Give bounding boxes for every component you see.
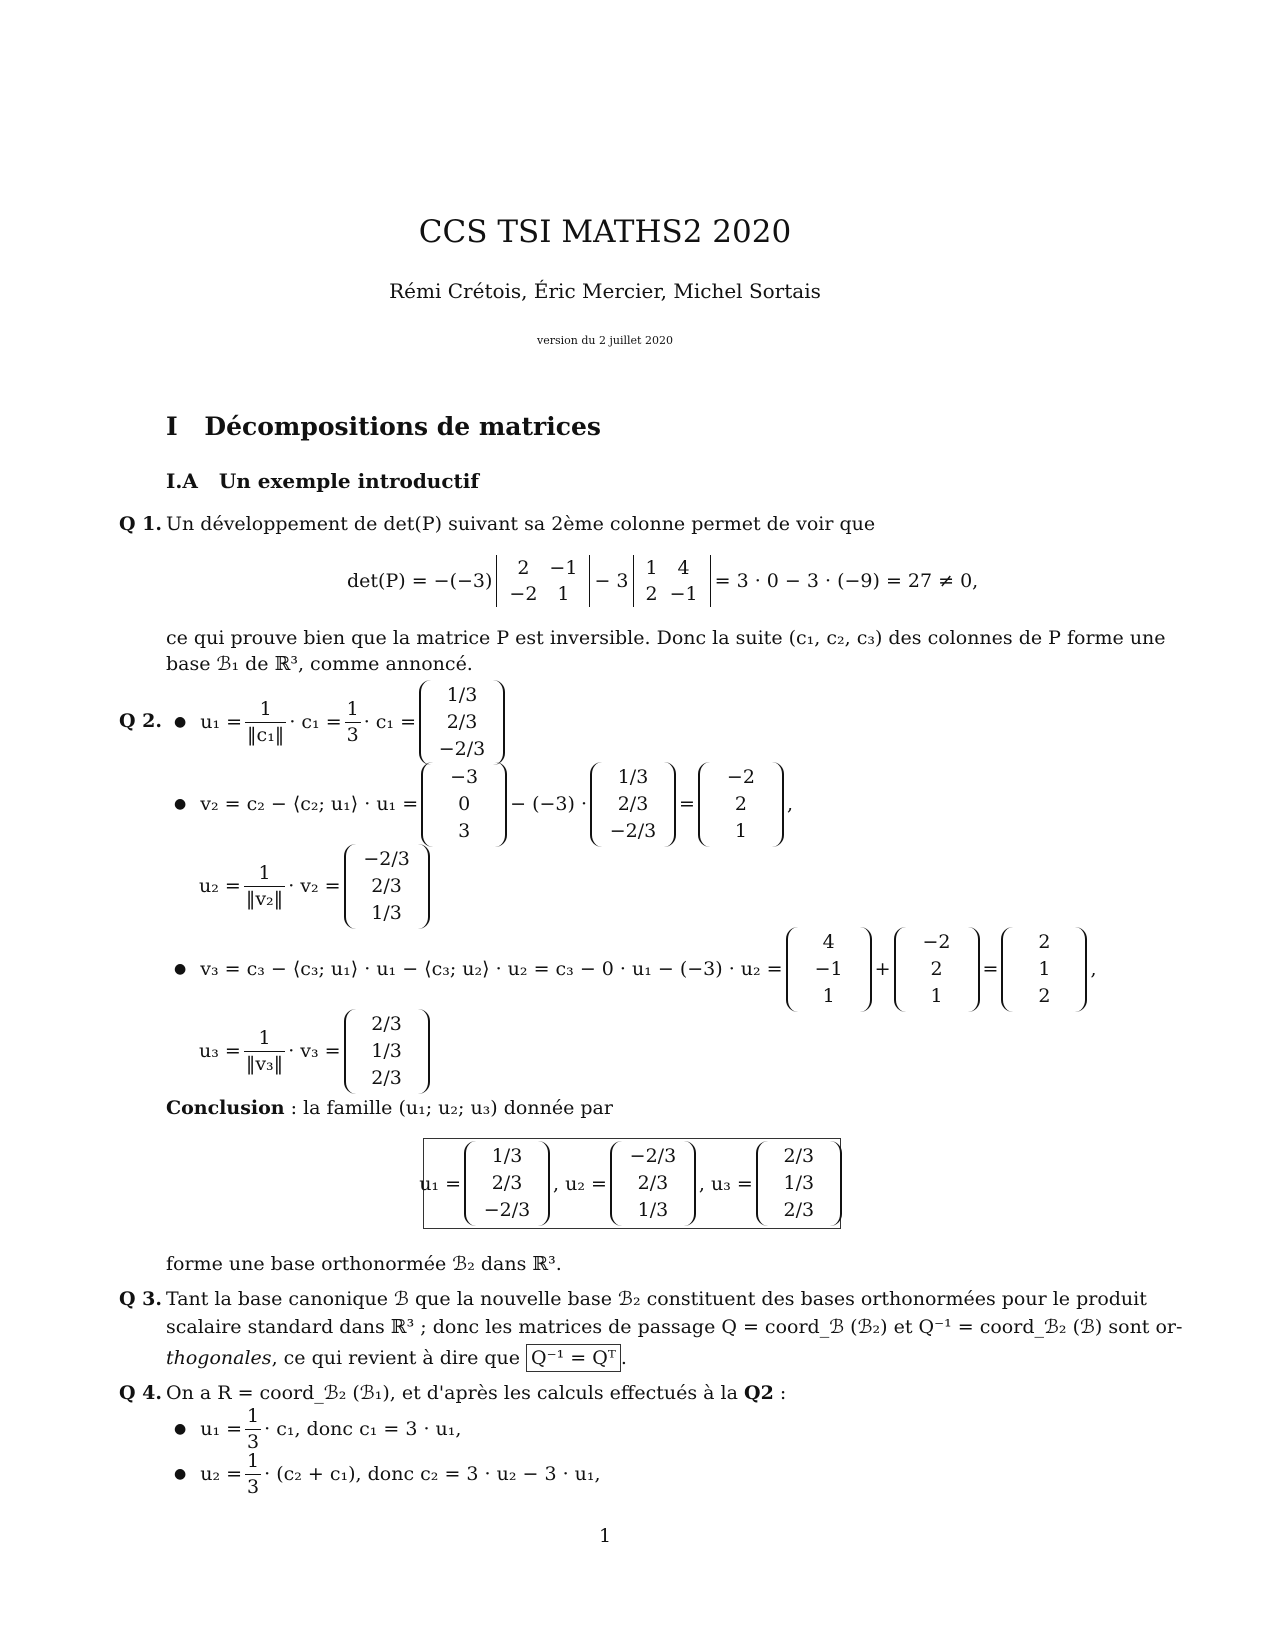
vector-entry: 4 [822, 930, 835, 953]
vector-entry: −2/3 [363, 847, 410, 870]
vector-entry: 2/3 [371, 874, 402, 897]
vector-entry: 1/3 [617, 765, 649, 788]
q2-u1-line [174, 683, 508, 761]
q1-det-matrix-2 [633, 555, 711, 607]
q4-bullet-1 [174, 1404, 461, 1454]
bullet-icon: ● [174, 961, 187, 977]
vector-entry: 2 [1038, 930, 1051, 953]
q3-line-3-text: , ce qui revient à dire que [271, 1347, 520, 1369]
q2-final: forme une base orthonormée ℬ₂ dans ℝ³. [166, 1253, 562, 1275]
fraction [245, 697, 286, 748]
u1-mid: · c₁ = [289, 711, 342, 733]
v3-lhs: v₃ = c₃ − ⟨c₃; u₁⟩ · u₁ − ⟨c₃; u₂⟩ · u₂ = c₃ − 0 · u₁ − (−3) · u₂ = [200, 958, 783, 980]
q1-line-3: base ℬ₁ de ℝ³, comme annoncé. [166, 653, 473, 675]
vector-entry: 1 [822, 984, 835, 1007]
det-cell: 2 [645, 583, 658, 605]
u1-vector [419, 680, 505, 765]
vector-entry: −2 [726, 765, 755, 788]
vector-entry: 2 [734, 792, 747, 815]
equals: = [679, 793, 695, 815]
vector [786, 927, 872, 1012]
q3-boxed-result: Q⁻¹ = Qᵀ [526, 1344, 621, 1372]
vector-entry: 1/3 [783, 1172, 815, 1194]
fraction-numerator: 1 [244, 861, 285, 887]
v2-lhs: v₂ = c₂ − ⟨c₂; u₁⟩ · u₁ = [200, 793, 419, 815]
subsection-heading [166, 469, 479, 493]
q4-label: Q 4. [119, 1382, 163, 1404]
vector-entry: 2 [930, 957, 943, 980]
vector-entry: 2/3 [491, 1172, 523, 1194]
v2-op: − (−3) · [510, 793, 588, 815]
q4-ref: Q2 [744, 1382, 774, 1404]
vector [698, 762, 784, 847]
det-cell: −1 [549, 557, 578, 579]
fraction-denominator: 3 [247, 1475, 260, 1498]
period: . [620, 1347, 627, 1369]
q3-emphasis: thogonales [166, 1347, 272, 1369]
bullet-icon: ● [174, 1421, 187, 1437]
q1-lhs: det(P) = −(−3) [347, 570, 493, 592]
q4-intro-end: : [773, 1382, 787, 1404]
box-u2-label: , u₂ = [553, 1172, 607, 1195]
vector [756, 1141, 842, 1226]
box-u3-label: , u₃ = [698, 1172, 753, 1195]
q1-rhs: = 3 · 0 − 3 · (−9) = 27 ≠ 0, [714, 570, 979, 592]
q3-line-3 [166, 1344, 627, 1372]
q2-label: Q 2. [119, 710, 163, 732]
u2-mid: · v₂ = [288, 875, 341, 897]
u1-lhs: u₁ = [200, 711, 243, 733]
q1-determinant-equation [347, 556, 978, 606]
fraction-denominator: ‖v₂‖ [245, 887, 284, 910]
fraction-numerator: 1 [244, 1026, 285, 1052]
vector [1001, 927, 1087, 1012]
vector [464, 1141, 550, 1226]
det-cell: 1 [645, 557, 658, 579]
vector-entry: 2/3 [783, 1145, 815, 1167]
q1-intro: Un développement de det(P) suivant sa 2ème colonne permet de voir que [166, 513, 876, 535]
fraction-numerator: 1 [245, 697, 286, 723]
q3-line-1: Tant la base canonique ℬ que la nouvelle base ℬ₂ constituent des bases orthonormées pour le produit [166, 1288, 1147, 1310]
box-u1-label: u₁ = [419, 1172, 462, 1195]
vector-entry: 1/3 [446, 683, 478, 706]
vector-entry: 3 [458, 819, 471, 842]
q4-b2-lhs: u₂ = [200, 1463, 243, 1485]
det-cell: −1 [669, 583, 698, 605]
vector [590, 762, 676, 847]
q4-bullet-2 [174, 1449, 601, 1499]
vector-entry: 0 [458, 792, 471, 815]
fraction-numerator: 1 [345, 697, 361, 723]
conclusion-text: : la famille (u₁; u₂; u₃) donnée par [284, 1097, 613, 1119]
vector-entry: 2/3 [783, 1199, 815, 1221]
q4-b1-lhs: u₁ = [200, 1418, 243, 1440]
vector-entry: 2/3 [371, 1066, 402, 1089]
fraction-denominator: ‖v₃‖ [245, 1052, 284, 1075]
u2-vector [344, 844, 430, 929]
vector-entry: −2/3 [609, 819, 657, 842]
vector-entry: 2 [1038, 984, 1051, 1007]
fraction [244, 861, 285, 912]
bullet-icon: ● [174, 714, 187, 730]
q3-label: Q 3. [119, 1288, 163, 1310]
vector-entry: 2/3 [371, 1012, 402, 1035]
vector-entry: 2/3 [446, 710, 478, 733]
vector-entry: −1 [814, 957, 843, 980]
vector [894, 927, 980, 1012]
fraction-numerator: 1 [245, 1404, 261, 1430]
q2-v3-line [174, 930, 1097, 1008]
det-cell: −2 [509, 583, 538, 605]
u3-vector [344, 1009, 430, 1094]
vector-entry: 1/3 [371, 1039, 402, 1062]
fraction [245, 1404, 261, 1455]
vector-entry: 1 [930, 984, 943, 1007]
fraction [244, 1026, 285, 1077]
u1-end: · c₁ = [363, 711, 416, 733]
q2-u3-line [199, 1012, 433, 1090]
bullet-icon: ● [174, 796, 187, 812]
subsection-title: Un exemple introductif [218, 469, 479, 493]
authors: Rémi Crétois, Éric Mercier, Michel Sortais [389, 279, 821, 303]
vector [421, 762, 507, 847]
vector [610, 1141, 696, 1226]
q1-det-matrix-1 [496, 555, 590, 607]
vector-entry: −2/3 [629, 1145, 677, 1167]
vector-entry: 1/3 [491, 1145, 523, 1167]
section-number: I [166, 412, 178, 441]
vector-entry: −2 [922, 930, 951, 953]
version-date: version du 2 juillet 2020 [537, 334, 673, 347]
q2-v2-line [174, 765, 793, 843]
vector-entry: 2/3 [617, 792, 649, 815]
u3-mid: · v₃ = [288, 1040, 341, 1062]
subsection-number: I.A [166, 469, 198, 493]
comma: , [786, 793, 793, 815]
vector-entry: 2/3 [637, 1172, 669, 1194]
q4-intro-text: On a R = coord_ℬ₂ (ℬ₁), et d'après les calculs effectués à la [166, 1382, 738, 1404]
vector-entry: 1 [734, 819, 747, 842]
orthonormal-basis-box [419, 1138, 841, 1229]
vector-entry: 1/3 [637, 1199, 669, 1221]
fraction [345, 697, 361, 748]
equals: = [982, 958, 999, 980]
q1-mid: − 3 [594, 570, 629, 592]
vector-entry: 1 [1038, 957, 1051, 980]
u3-lhs: u₃ = [199, 1040, 241, 1062]
section-heading [166, 412, 601, 441]
fraction-denominator: ‖c₁‖ [247, 723, 285, 746]
page-number: 1 [598, 1525, 612, 1547]
det-cell: 2 [517, 557, 530, 579]
bullet-icon: ● [174, 1466, 187, 1482]
vector-entry: −2/3 [438, 737, 486, 760]
det-cell: 1 [557, 583, 570, 605]
comma: , [1090, 958, 1097, 980]
q1-line-2: ce qui prouve bien que la matrice P est inversible. Donc la suite (c₁, c₂, c₃) des colonnes de P forme une [166, 627, 1166, 649]
document-title: CCS TSI MATHS2 2020 [418, 214, 792, 250]
u2-lhs: u₂ = [199, 875, 241, 897]
plus: + [874, 958, 891, 980]
q1-label: Q 1. [119, 513, 163, 535]
fraction-numerator: 1 [245, 1449, 261, 1475]
det-cell: 4 [677, 557, 690, 579]
section-title: Décompositions de matrices [204, 412, 601, 441]
q2-u2-line [199, 847, 433, 925]
q3-line-2: scalaire standard dans ℝ³ ; donc les matrices de passage Q = coord_ℬ (ℬ₂) et Q⁻¹ = coord_ℬ₂ (ℬ) sont or- [166, 1316, 1183, 1338]
q2-conclusion [166, 1095, 613, 1121]
vector-entry: 1/3 [371, 901, 402, 924]
q4-b2-rest: · (c₂ + c₁), donc c₂ = 3 · u₂ − 3 · u₁, [264, 1463, 601, 1485]
q4-intro [166, 1380, 786, 1406]
fraction [245, 1449, 261, 1500]
fraction-denominator: 3 [247, 1430, 260, 1453]
q4-b1-rest: · c₁, donc c₁ = 3 · u₁, [264, 1418, 462, 1440]
vector-entry: −2/3 [483, 1199, 531, 1221]
conclusion-label: Conclusion [166, 1097, 285, 1119]
vector-entry: −3 [450, 765, 479, 788]
fraction-denominator: 3 [346, 723, 359, 746]
